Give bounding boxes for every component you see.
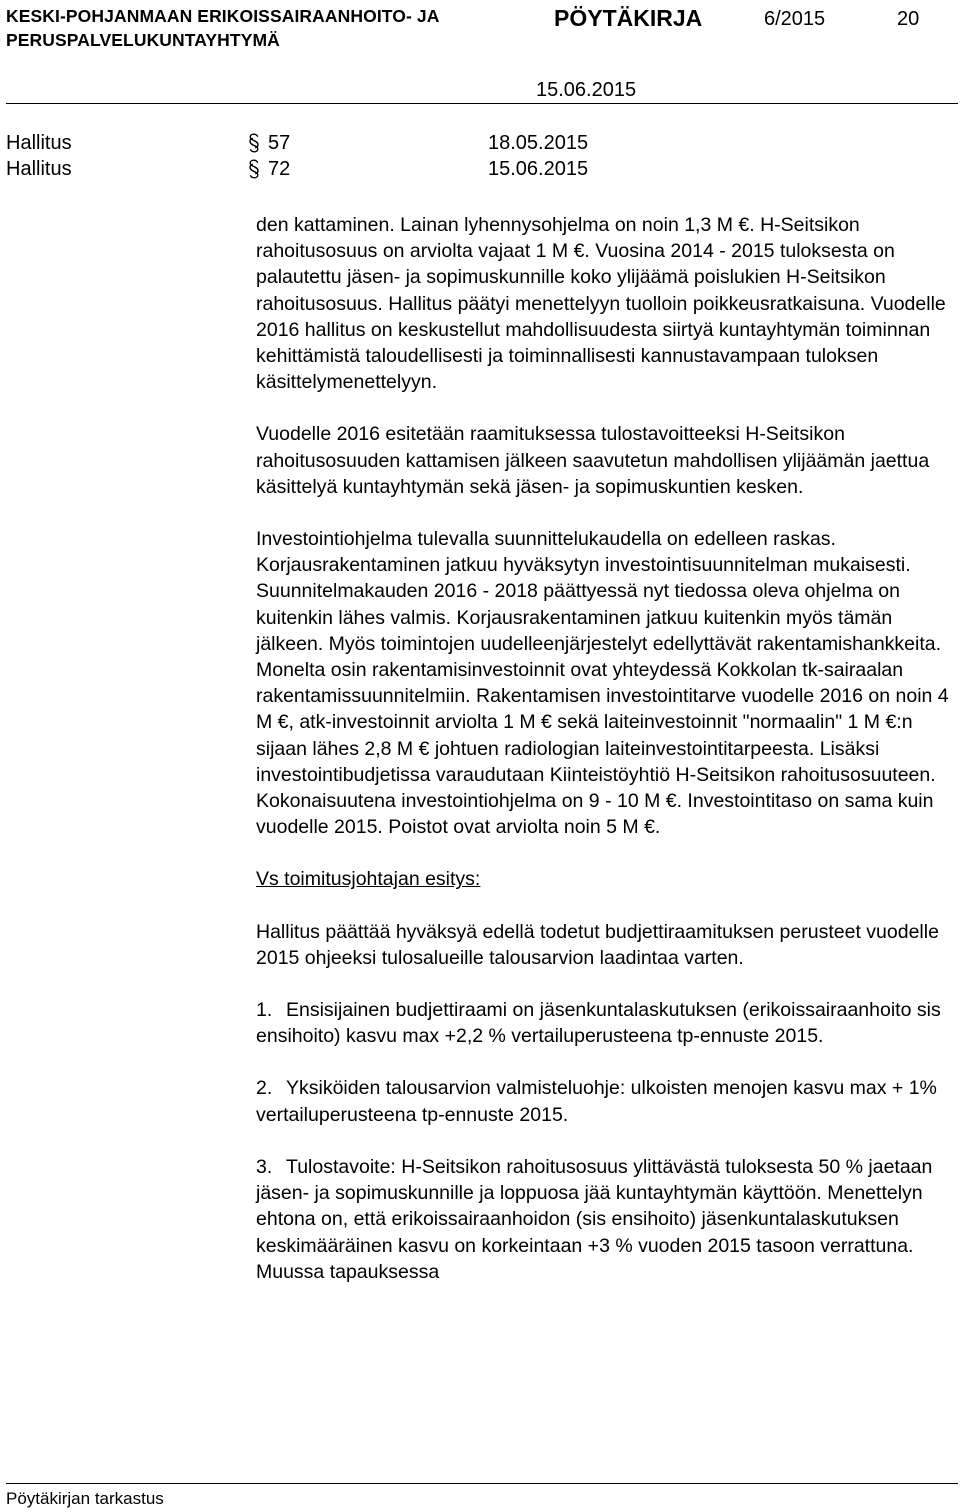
proposal-item bbox=[256, 1075, 956, 1127]
body-paragraph: Investointiohjelma tulevalla suunnittelukaudella on edelleen raskas. Korjausrakentaminen jatkuu hyväksytyn investointisuunnitelman mukaisesti. Suunnitelmakauden 2016 - 2018 päättyessä nyt tiedossa oleva ohjelma on kuitenkin lähes valmis. Korjausrakentaminen jatkuu kuitenkin myös tämän jälkeen. Myös toimintojen uudelleenjärjestelyt edellyttävät rakentamishankkeita. Monelta osin rakentamisinvestoinnit ovat yhteydessä Kokkolan tk-sairaalan rakentamissuunnitelmiin. Rakentamisen investointitarve vuodelle 2016 on noin 4 M €, atk-investoinnit arviolta 1 M € sekä laiteinvestoinnit "normaalin" 1 M €:n sijaan lähes 2,8 M € johtuen radiologian laiteinvestointitarpeesta. Lisäksi investointibudjetissa varaudutaan Kiinteistöyhtiö H-Seitsikon rahoitusosuuteen. Kokonaisuutena investointiohjelma on 9 - 10 M €. Investointitaso on sama kuin vuodelle 2015. Poistot ovat arviolta noin 5 M €. bbox=[256, 528, 949, 839]
reference-date: 15.06.2015 bbox=[488, 158, 589, 180]
item-number: 3. bbox=[256, 1155, 273, 1178]
body-paragraph: Vuodelle 2016 esitetään raamituksessa tulostavoitteeksi H-Seitsikon rahoitusosuuden kattamisen jälkeen saavutetun mahdollisen ylijäämän jaettua käsittelyä kuntayhtymän sekä jäsen- ja sopimuskuntien kesken. bbox=[256, 423, 930, 498]
item-text: Tulostavoite: H-Seitsikon rahoitusosuus ylittävästä tuloksesta 50 % jaetaan jäsen- ja sopimuskunnille ja loppuosa jää kuntayhtymän käyttöön. Menettelyn ehtona on, että erikoissairaanhoidon (sis ensihoito) jäsenkuntalaskutuksen keskimääräinen kasvu on korkeintaan +3 % vuoden 2015 tasoon verrattuna. Muussa tapauksessa bbox=[256, 1155, 933, 1283]
reference-row bbox=[6, 156, 656, 182]
header-divider bbox=[6, 103, 958, 104]
section-sign-icon bbox=[243, 132, 265, 154]
reference-body: Hallitus bbox=[6, 132, 72, 154]
proposal-paragraph: Hallitus päättää hyväksyä edellä todetut budjettiraamituksen perusteet vuodelle 2015 ohjeeksi tulosalueille talousarvion laadintaa varten. bbox=[256, 920, 939, 969]
proposal-item bbox=[256, 997, 956, 1049]
organization-line-2: PERUSPALVELUKUNTAYHTYMÄ bbox=[6, 30, 280, 50]
document-header bbox=[6, 4, 956, 48]
document-date: 15.06.2015 bbox=[536, 79, 637, 101]
reference-body: Hallitus bbox=[6, 158, 72, 180]
section-sign-icon bbox=[243, 158, 265, 180]
page-number: 20 bbox=[897, 8, 920, 30]
document-type: PÖYTÄKIRJA bbox=[554, 5, 703, 31]
item-text: Yksiköiden talousarvion valmisteluohje: ulkoisten menojen kasvu max + 1% vertailuperusteena tp-ennuste 2015. bbox=[256, 1077, 937, 1126]
proposal-heading: Vs toimitusjohtajan esitys: bbox=[256, 868, 481, 891]
organization-line-1: KESKI-POHJANMAAN ERIKOISSAIRAANHOITO- JA bbox=[6, 6, 440, 26]
section-number: 72 bbox=[268, 158, 291, 180]
section-number: 57 bbox=[268, 132, 291, 154]
item-number: 1. bbox=[256, 999, 273, 1022]
document-number: 6/2015 bbox=[764, 8, 826, 30]
footer-label: Pöytäkirjan tarkastus bbox=[6, 1489, 164, 1508]
reference-date: 18.05.2015 bbox=[488, 132, 589, 154]
footer-divider bbox=[6, 1483, 958, 1484]
proposal-item bbox=[256, 1154, 956, 1285]
document-body bbox=[256, 212, 956, 1311]
body-paragraph: den kattaminen. Lainan lyhennysohjelma on noin 1,3 M €. H-Seitsikon rahoitusosuus on arviolta vajaat 1 M €. Vuosina 2014 - 2015 tuloksesta on palautettu jäsen- ja sopimuskunnille koko ylijäämä poislukien H-Seitsikon rahoitusosuus. Hallitus päätyi menettelyyn tuolloin poikkeusratkaisuna. Vuodelle 2016 hallitus on keskustellut mahdollisuudesta siirtyä kuntayhtymän toiminnan kehittämistä taloudellisesti ja toiminnallisesti kannustavampaan tuloksen käsittelymenettelyyn. bbox=[256, 214, 946, 394]
item-text: Ensisijainen budjettiraami on jäsenkuntalaskutuksen (erikoissairaanhoito sis ensihoito) kasvu max +2,2 % vertailuperusteena tp-ennuste 2015. bbox=[256, 999, 941, 1048]
item-number: 2. bbox=[256, 1077, 273, 1100]
reference-row bbox=[6, 130, 656, 156]
organization-name bbox=[6, 4, 439, 52]
